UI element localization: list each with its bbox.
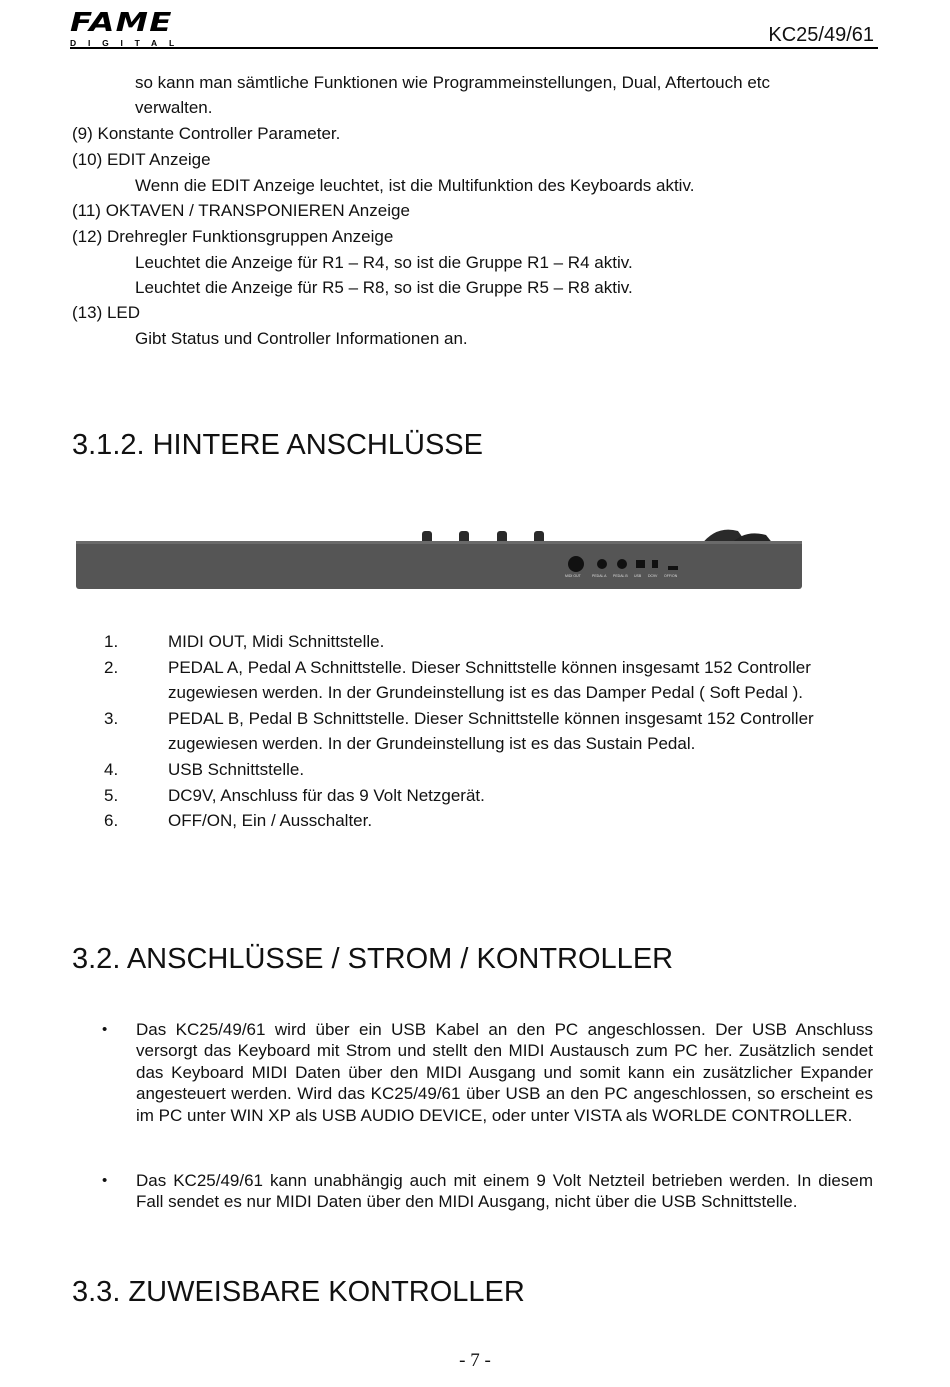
logo-wordmark: FAME	[70, 8, 173, 38]
intro-line: verwalten.	[135, 98, 213, 117]
bullet-paragraph: Das KC25/49/61 kann unabhängig auch mit einem 9 Volt Netzteil betrieben werden. In diesem Fall sendet es nur MIDI Daten über den MIDI Ausgang, nicht über die USB Schnittstelle.	[136, 1171, 873, 1212]
list-item-number: 3.	[104, 709, 119, 728]
list-item-text: MIDI OUT, Midi Schnittstelle.	[168, 632, 385, 651]
intro-line: (11) OKTAVEN / TRANSPONIEREN Anzeige	[72, 201, 410, 220]
list-item-number: 6.	[104, 811, 119, 830]
brand-logo	[70, 10, 188, 46]
intro-line: Wenn die EDIT Anzeige leuchtet, ist die Multifunktion des Keyboards aktiv.	[135, 176, 695, 195]
jack-label-pedal-a: PEDAL A	[592, 574, 607, 578]
jack-label-pedal-b: PEDAL B	[613, 574, 628, 578]
list-item-number: 5.	[104, 786, 119, 805]
intro-line: (9) Konstante Controller Parameter.	[72, 124, 341, 143]
jack-label-midi-out: MIDI OUT	[565, 574, 581, 578]
header-model: KC25/49/61	[768, 24, 874, 46]
intro-line: Leuchtet die Anzeige für R1 – R4, so ist die Gruppe R1 – R4 aktiv.	[135, 253, 633, 272]
list-item-text: USB Schnittstelle.	[168, 760, 305, 779]
jack-label-dc9v: DC9V	[648, 574, 658, 578]
list-item-number: 1.	[104, 632, 119, 651]
section-heading-32: 3.2. ANSCHLÜSSE / STROM / KONTROLLER	[72, 943, 674, 975]
list-item-text: PEDAL B, Pedal B Schnittstelle. Dieser Schnittstelle können insgesamt 152 Controller	[168, 709, 814, 728]
list-item-text: zugewiesen werden. In der Grundeinstellung ist es das Sustain Pedal.	[168, 734, 696, 753]
list-item-text: zugewiesen werden. In der Grundeinstellung ist es das Damper Pedal ( Soft Pedal ).	[168, 683, 804, 702]
logo-subtitle: DIGITAL	[70, 38, 186, 48]
jack-label-off-on: OFF/ON	[664, 574, 678, 578]
list-item-number: 2.	[104, 658, 119, 677]
intro-line: Leuchtet die Anzeige für R5 – R8, so ist die Gruppe R5 – R8 aktiv.	[135, 278, 633, 297]
intro-line: (13) LED	[72, 303, 141, 322]
keyboard-rear-panel-image	[76, 525, 802, 589]
intro-line: Gibt Status und Controller Informationen an.	[135, 329, 468, 348]
list-item-number: 4.	[104, 760, 119, 779]
section-heading-312: 3.1.2. HINTERE ANSCHLÜSSE	[72, 429, 483, 461]
section-heading-33: 3.3. ZUWEISBARE KONTROLLER	[72, 1276, 525, 1308]
bullet-icon: •	[102, 1021, 108, 1038]
intro-line: (10) EDIT Anzeige	[72, 150, 211, 169]
jack-label-usb: USB	[634, 574, 642, 578]
page-number: - 7 -	[459, 1350, 491, 1371]
list-item-text: DC9V, Anschluss für das 9 Volt Netzgerät.	[168, 786, 485, 805]
intro-line: (12) Drehregler Funktionsgruppen Anzeige	[72, 227, 394, 246]
list-item-text: OFF/ON, Ein / Ausschalter.	[168, 811, 373, 830]
header-divider	[70, 47, 878, 49]
list-item-text: PEDAL A, Pedal A Schnittstelle. Dieser Schnittstelle können insgesamt 152 Controller	[168, 658, 811, 677]
intro-line: so kann man sämtliche Funktionen wie Programmeinstellungen, Dual, Aftertouch etc	[135, 73, 770, 92]
bullet-icon: •	[102, 1172, 108, 1189]
bullet-paragraph: Das KC25/49/61 wird über ein USB Kabel an den PC angeschlossen. Der USB Anschluss versorgt das Keyboard mit Strom und stellt den MIDI Austausch zum PC her. Zusätzlich sendet das Keyboard MIDI Daten über den MIDI Ausgang und somit kann ein zusätzlicher Expander angesteuert werden. Wird das KC25/49/61 über USB an den PC angeschlossen, so erscheint es im PC unter WIN XP als USB AUDIO DEVICE, oder unter VISTA als WORLDE CONTROLLER.	[136, 1020, 873, 1125]
